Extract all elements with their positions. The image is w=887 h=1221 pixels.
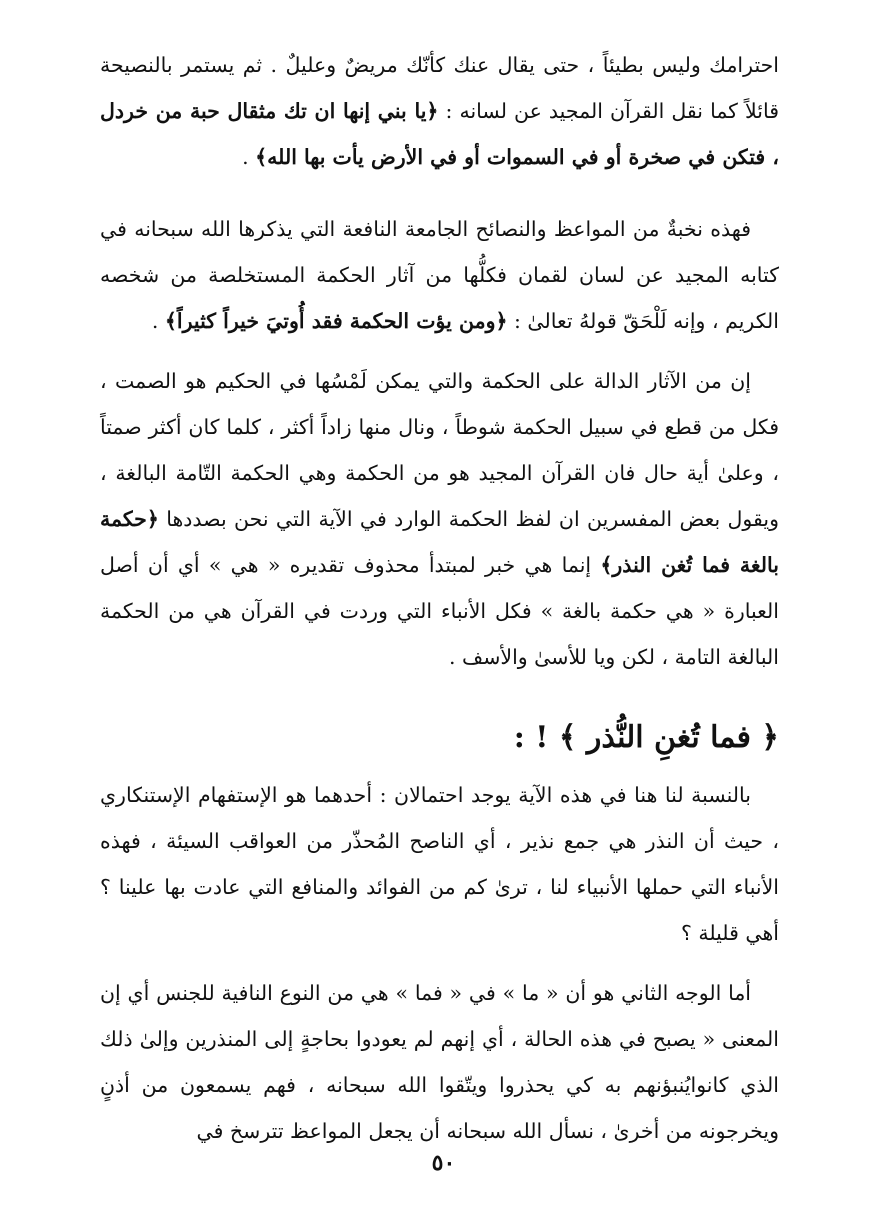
- quran-quote: ﴿يا بني إنها ان تك مثقال حبة من خردل ، فتكن في صخرة أو في السموات أو في الأرض يأت بها الله﴾: [100, 99, 779, 169]
- section-heading: ﴿ فما تُغنِ النُّذر ﴾ ! :: [513, 720, 779, 755]
- text-segment: إنما هي خبر لمبتدأ محذوف تقديره « هي » أي أن أصل العبارة « هي حكمة بالغة » فكل الأنباء التي وردت في القرآن هي من الحكمة البالغة التامة ، لكن ويا للأسىٰ والأسف .: [100, 553, 779, 669]
- text-segment: احترامك وليس بطيئاً ، حتى يقال عنك كأنّك مريضٌ وعليلٌ . ثم يستمر بالنصيحة قائلاً كما نقل القرآن المجيد عن لسانه :: [100, 53, 779, 123]
- text-segment: .: [151, 309, 165, 333]
- paragraph-2: [100, 206, 779, 344]
- text-segment: أما الوجه الثاني هو أن « ما » في « فما » هي من النوع النافية للجنس أي إن المعنى « يصبح في هذه الحالة ، أي إنهم لم يعودوا بحاجةٍ إلى المنذرين وإلىٰ ذلك الذي كانوايُنبؤنهم به كي يحذروا ويتّقوا الله سبحانه ، فهم يسمعون من أذنٍ ويخرجونه من أخرىٰ ، نسأل الله سبحانه أن يجعل المواعظ تترسخ في: [100, 981, 779, 1143]
- paragraph-3: [100, 358, 779, 680]
- paragraph-5: [100, 970, 779, 1154]
- page-number: ٥٠: [431, 1150, 456, 1176]
- text-segment: إن من الآثار الدالة على الحكمة والتي يمكن لَمْسُها في الحكيم هو الصمت ، فكل من قطع في سبيل الحكمة شوطاً ، ونال منها زاداً أكثر ، كلما كان أكثر صمتاً ، وعلىٰ أية حال فان القرآن المجيد هو من الحكمة وهي الحكمة التّامة البالغة ، ويقول بعض المفسرين ان لفظ الحكمة الوارد في الآية التي نحن بصددها: [100, 369, 779, 531]
- text-segment: فهذه نخبةٌ من المواعظ والنصائح الجامعة النافعة التي يذكرها الله سبحانه في كتابه المجيد عن لسان لقمان فكلُّها من آثار الحكمة المستخلصة من شخصه الكريم ، وإنه لَلْحَقّ قولهُ تعالىٰ :: [100, 217, 779, 333]
- quran-quote: ﴿حكمة بالغة فما تُغن النذر﴾: [100, 507, 779, 577]
- text-segment: بالنسبة لنا هنا في هذه الآية يوجد احتمالان : أحدهما هو الإستفهام الإستنكاري ، حيث أن النذر هي جمع نذير ، أي الناصح المُحذّر من العواقب السيئة ، فهذه الأنباء التي حملها الأنبياء لنا ، ترىٰ كم من الفوائد والمنافع التي عادت بها علينا ؟ أهي قليلة ؟: [100, 783, 779, 945]
- quran-quote: ﴿ومن يؤت الحكمة فقد أُوتيَ خيراً كثيراً﴾: [164, 309, 508, 333]
- paragraph-1: [100, 42, 779, 180]
- text-segment: .: [242, 145, 256, 169]
- paragraph-4: [100, 772, 779, 956]
